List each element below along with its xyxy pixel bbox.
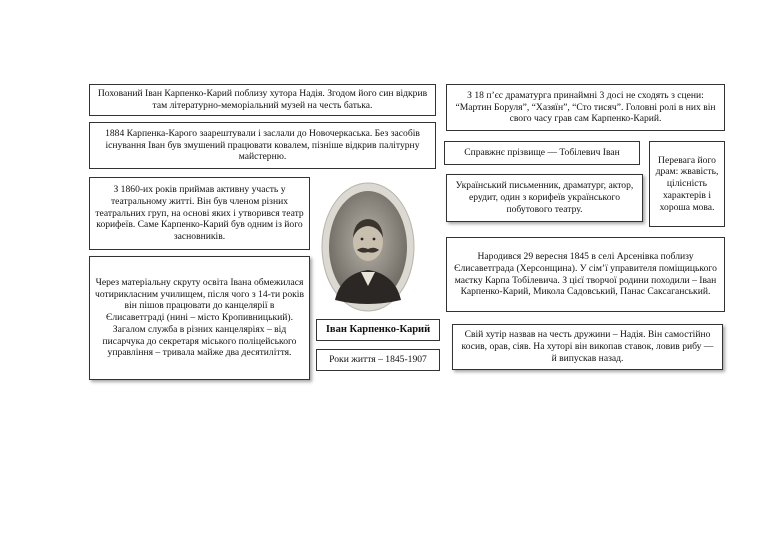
name-label [316, 319, 440, 341]
fact-theater [89, 177, 310, 250]
fact-arrest-text: 1884 Карпенка-Карого заарештували і заслали до Новочеркаська. Без засобів існування Іван був змушений працювати ковалем, пізніше відкрив палітурну майстерню. [105, 127, 420, 163]
fact-farm-text: Свій хутір назвав на честь дружини – Надія. Він самостійно косив, орав, сіяв. На хуторі він викопав ставок, ловив рибу — й випускав назад. [461, 329, 714, 364]
fact-real-name-text: Справжнє прізвище — Тобілевич Іван [464, 147, 620, 159]
fact-plays [446, 84, 725, 131]
name-label-text: Іван Карпенко-Карий [325, 323, 431, 335]
fact-born-text: Народився 29 вересня 1845 в селі Арсенівка поблизу Єлисаветграда (Херсонщина). У сім’ї управителя поміщицького маєтку Карпа Тобілевича. З цієї творчої родини походили – Іван Карпенко-Карий, Микола Садовський, Панас Саксаганський. [454, 251, 717, 298]
fact-buried [89, 84, 436, 116]
fact-real-name [444, 141, 640, 165]
fact-education [89, 256, 310, 380]
fact-advantages [649, 141, 725, 227]
fact-buried-text: Похований Іван Карпенко-Карий поблизу хутора Надія. Згодом його син відкрив там літературно-меморіальний музей на честь батька. [97, 88, 428, 111]
fact-advantages-text: Перевага його драм: жвавість, цілісність характерів і хороша мова. [655, 154, 719, 213]
fact-born [446, 237, 725, 312]
fact-arrest [89, 122, 436, 169]
fact-profession-text: Український письменник, драматург, актор, ерудит, один з корифеїв українського побутового театру. [455, 180, 634, 215]
portrait-photo-icon [321, 182, 415, 312]
fact-farm [452, 324, 723, 370]
fact-plays-text: З 18 п’єс драматурга принаймні 3 досі не сходять з сцени: “Мартин Боруля”, “Хазяїн”, “Сто тисяч”. Головні ролі в них він свого часу грав сам Карпенко-Карий. [455, 89, 716, 125]
fact-education-text: Через матеріальну скруту освіта Івана обмежилася чотирикласним училищем, після чого з 14-ти років він пішов працювати до канцелярії в Єлисаветграді (нині – місто Кропивницький). Загалом служба в різних канцеляріях – від писарчука до секретаря міського поліцейського управління – тривала майже два десятиліття. [95, 277, 304, 359]
years-label [316, 349, 440, 371]
fact-profession [446, 174, 643, 222]
fact-theater-text: З 1860-их років приймав активну участь у театральному житті. Він був членом різних театральних груп, на основі яких і утворився театр корифеїв. Саме Карпенко-Карий був одним із його засновників. [95, 184, 304, 243]
years-label-text: Роки життя – 1845-1907 [329, 354, 427, 366]
